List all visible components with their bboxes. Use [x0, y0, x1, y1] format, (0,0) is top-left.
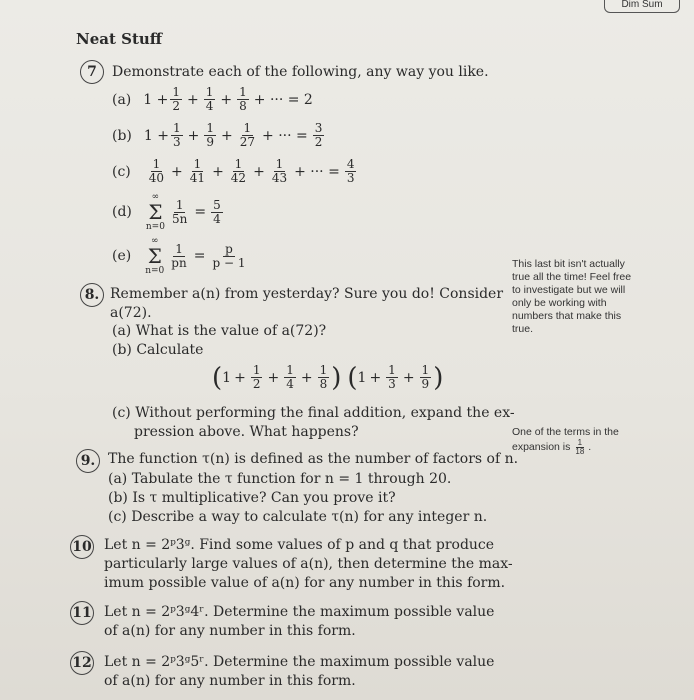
- problem-7-number: 7: [80, 60, 104, 84]
- p7b-label: (b): [112, 127, 132, 144]
- p8-expr1-term-2: $\frac{1}{4}$: [286, 363, 294, 391]
- p7c-term-3: $\frac{1}{42}$: [230, 157, 247, 185]
- p7e-frac: $\frac{1}{pn}$: [171, 241, 187, 270]
- p7d-eq: =: [194, 204, 207, 220]
- problem-12-line-2: of a(n) for any number in this form.: [104, 673, 356, 689]
- problem-8c-line-2: pression above. What happens?: [134, 424, 359, 440]
- p8-expr1-term-1: $\frac{1}{2}$: [252, 363, 261, 391]
- p7e-label: (e): [112, 248, 132, 264]
- problem-9-number: 9.: [76, 449, 100, 473]
- problem-8-line-1: Remember a(n) from yesterday? Sure you do! Consider: [110, 286, 504, 302]
- p7e-sigma: ∞ Σ n=0: [145, 236, 165, 276]
- p7e-result: $\frac{p}{p - 1}$: [212, 241, 246, 270]
- p7a-term-3: $\frac{1}{8}$: [239, 85, 247, 113]
- margin-note-1: This last bit isn't actually true all the time! Feel free to investigate but we will only be working with numbers that make this true.: [512, 258, 632, 335]
- p7c-term-4: $\frac{1}{43}$: [271, 157, 288, 185]
- problem-9b: (b) Is τ multiplicative? Can you prove it?: [108, 490, 396, 506]
- p7c-result: $\frac{4}{3}$: [346, 157, 355, 185]
- problem-8b: (b) Calculate: [112, 342, 204, 358]
- problem-12-number: 12: [70, 651, 94, 675]
- problem-10-line-1: Let n = 2ᵖ3ᵍ. Find some values of p and q that produce: [104, 537, 495, 553]
- p7c-tail: + ··· =: [294, 163, 340, 180]
- p8-expr2-term-2: $\frac{1}{9}$: [421, 363, 430, 391]
- p7b-term-3: $\frac{1}{27}$: [239, 121, 256, 149]
- problem-7-intro: Demonstrate each of the following, any way you like.: [112, 64, 489, 80]
- problem-11-line-1: Let n = 2ᵖ3ᵍ4ʳ. Determine the maximum possible value: [104, 604, 495, 620]
- problem-11-number: 11: [70, 601, 94, 625]
- problem-10-line-2: particularly large values of a(n), then determine the max-: [104, 556, 513, 572]
- problem-7c: (c) $\frac{1}{40}$ + $\frac{1}{41}$ + $\frac{1}{42}$ + $\frac{1}{43}$ + ··· = $\frac{4}{3}$: [112, 157, 355, 185]
- problem-9-line: The function τ(n) is defined as the number of factors of n.: [108, 451, 519, 467]
- problem-7e: [112, 236, 249, 276]
- p7d-result: $\frac{5}{4}$: [213, 197, 221, 226]
- p8-expr2-term-1: $\frac{1}{3}$: [388, 363, 396, 391]
- problem-11-line-2: of a(n) for any number in this form.: [104, 623, 356, 639]
- p7a-label: (a): [112, 91, 132, 108]
- problem-8-number: 8.: [80, 283, 104, 307]
- p7a-tail: + ··· = 2: [253, 91, 313, 108]
- section-title: Neat Stuff: [76, 30, 163, 48]
- margin-note-2-fraction: $\frac{1}{18}$: [575, 438, 585, 456]
- problem-8a: (a) What is the value of a(72)?: [112, 323, 327, 339]
- problem-8-line-2: a(72).: [110, 305, 152, 321]
- p7d-frac: $\frac{1}{5n}$: [171, 197, 188, 226]
- p7b-tail: + ··· =: [262, 127, 308, 144]
- p7a-term-1: $\frac{1}{2}$: [172, 85, 181, 113]
- header-tag: Dim Sum: [604, 0, 680, 13]
- problem-7b: (b) 1 + $\frac{1}{3}$ + $\frac{1}{9}$ + $\frac{1}{27}$ + ··· = $\frac{3}{2}$: [112, 121, 323, 149]
- p7c-term-2: $\frac{1}{41}$: [189, 157, 206, 185]
- problem-7d: [112, 192, 225, 232]
- p7d-label: (d): [112, 204, 132, 220]
- problem-9a: (a) Tabulate the τ function for n = 1 through 20.: [108, 471, 452, 487]
- p7b-result: $\frac{3}{2}$: [314, 121, 323, 149]
- problem-10-number: 10: [70, 535, 94, 559]
- problem-8c-line-1: (c) Without performing the final addition, expand the ex-: [112, 405, 515, 421]
- p7b-lead: 1 +: [143, 127, 169, 144]
- margin-note-2: One of the terms in the expansion is $\frac{1}{18}$ .: [512, 426, 619, 456]
- problem-7a: (a) 1 + $\frac{1}{2}$ + $\frac{1}{4}$ + $\frac{1}{8}$ + ··· = 2: [112, 85, 313, 113]
- problem-10-line-3: imum possible value of a(n) for any number in this form.: [104, 575, 506, 591]
- problem-8-expression: ( 1 + $\frac{1}{2}$ + $\frac{1}{4}$ + $\frac{1}{8}$ ) ( 1 + $\frac{1}{3}$ + $\frac{1}{9}$ ): [212, 362, 444, 393]
- p7a-term-2: $\frac{1}{4}$: [205, 85, 214, 113]
- p7c-label: (c): [112, 163, 131, 180]
- p7e-eq: =: [193, 248, 206, 264]
- p7c-term-1: $\frac{1}{40}$: [148, 157, 165, 185]
- p7b-term-1: $\frac{1}{3}$: [172, 121, 181, 149]
- p7a-lead: 1 +: [143, 91, 169, 108]
- problem-9c: (c) Describe a way to calculate τ(n) for any integer n.: [108, 509, 488, 525]
- p7d-sigma: ∞ Σ n=0: [145, 192, 165, 232]
- p8-expr1-term-3: $\frac{1}{8}$: [319, 363, 328, 391]
- problem-12-line-1: Let n = 2ᵖ3ᵍ5ʳ. Determine the maximum possible value: [104, 654, 495, 670]
- p7b-term-2: $\frac{1}{9}$: [206, 121, 214, 149]
